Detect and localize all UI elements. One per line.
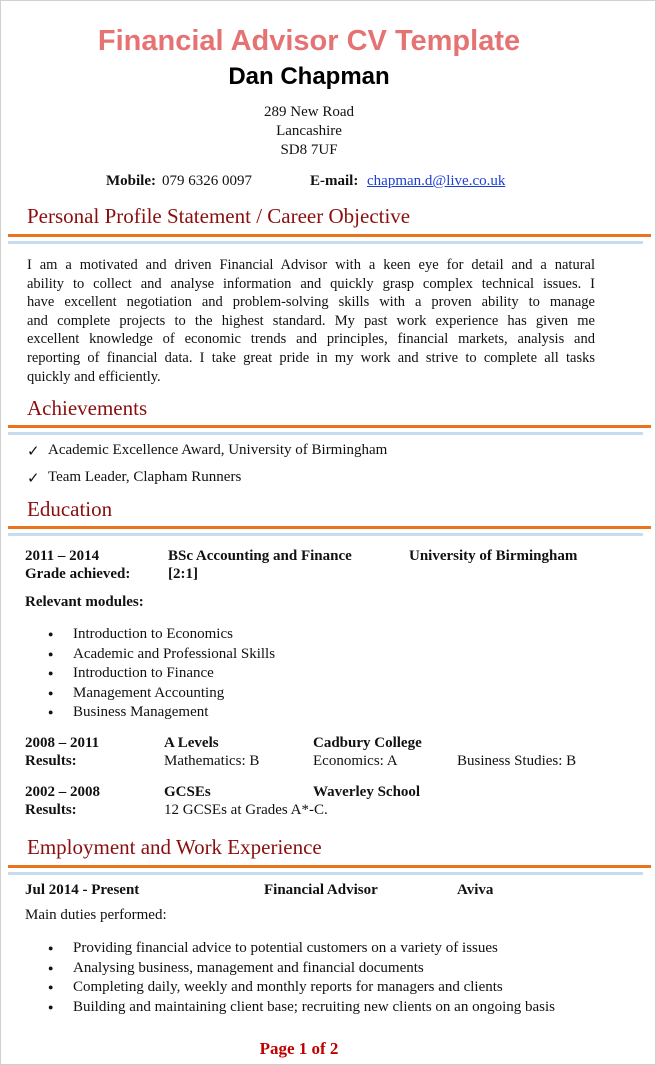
section-rule: [8, 234, 651, 237]
gcse-results: 12 GCSEs at Grades A*-C.: [164, 802, 328, 818]
modules-list: [48, 625, 275, 723]
duties-list: [48, 939, 555, 1017]
list-item: ● Management Accounting: [48, 684, 275, 704]
list-item: ● Building and maintaining client base; recruiting new clients on an ongoing basis: [48, 998, 555, 1018]
section-rule-light: [8, 872, 643, 875]
profile-line: have excellent negotiation and problem-solving skills with a proven ability to manage: [27, 294, 595, 311]
grade-label: Grade achieved:: [25, 566, 131, 582]
alevels-dates: 2008 – 2011: [25, 735, 100, 751]
section-rule: [8, 526, 651, 529]
education-heading: Education: [27, 497, 113, 521]
section-rule-light: [8, 533, 643, 536]
candidate-name: Dan Chapman: [228, 63, 390, 90]
job-dates: Jul 2014 - Present: [25, 882, 140, 898]
list-item: ● Academic and Professional Skills: [48, 645, 275, 665]
list-item: ● Completing daily, weekly and monthly reports for managers and clients: [48, 978, 555, 998]
profile-paragraph: [27, 256, 595, 386]
list-item: ● Providing financial advice to potential customers on a variety of issues: [48, 939, 555, 959]
email-link[interactable]: chapman.d@live.co.uk: [367, 173, 506, 189]
section-rule-light: [8, 241, 643, 244]
degree-dates: 2011 – 2014: [25, 548, 100, 564]
job-company: Aviva: [457, 882, 494, 898]
gcse-institution: Waverley School: [313, 784, 421, 800]
email-label: E-mail:: [310, 173, 359, 189]
mobile-label: Mobile:: [106, 173, 156, 189]
profile-heading: Personal Profile Statement / Career Objective: [27, 204, 411, 228]
profile-line: ability to collect and analyse information and quickly grasp complex technical issues. I: [27, 275, 595, 292]
mobile-number: 079 6326 0097: [162, 173, 252, 189]
modules-label: Relevant modules:: [25, 594, 144, 610]
profile-line: quickly and efficiently.: [27, 368, 161, 385]
alevels-qualification: A Levels: [164, 735, 219, 751]
alevels-results-label: Results:: [25, 753, 77, 769]
gcse-dates: 2002 – 2008: [25, 784, 100, 800]
checkmark-icon: ✓: [27, 444, 40, 460]
alevels-result: Mathematics: B: [164, 753, 260, 769]
section-rule: [8, 425, 651, 428]
alevels-result: Economics: A: [313, 753, 398, 769]
gcse-qualification: GCSEs: [164, 784, 211, 800]
list-item: ● Business Management: [48, 703, 275, 723]
achievements-heading: Achievements: [27, 396, 148, 420]
profile-line: excellent knowledge of economic trends and principles, financial markets, analysis and: [27, 331, 595, 348]
document-title: Financial Advisor CV Template: [97, 25, 521, 57]
checkmark-icon: ✓: [27, 471, 40, 487]
duties-label: Main duties performed:: [25, 907, 167, 923]
employment-heading: Employment and Work Experience: [27, 835, 322, 859]
degree-institution: University of Birmingham: [409, 548, 578, 564]
job-role: Financial Advisor: [264, 882, 378, 898]
degree-course: BSc Accounting and Finance: [168, 548, 352, 564]
page-number: Page 1 of 2: [259, 1039, 339, 1058]
alevels-institution: Cadbury College: [313, 735, 422, 751]
list-item: ● Analysing business, management and financial documents: [48, 959, 555, 979]
address-line-2: Lancashire: [276, 123, 342, 139]
alevels-result: Business Studies: B: [457, 753, 577, 769]
gcse-results-label: Results:: [25, 802, 77, 818]
achievement-item: Team Leader, Clapham Runners: [48, 469, 242, 485]
section-rule-light: [8, 432, 643, 435]
address-line-1: 289 New Road: [264, 104, 354, 120]
profile-line: reporting of financial data. I take great pride in my work and strive to complete all tasks: [27, 349, 595, 366]
address-line-3: SD8 7UF: [280, 142, 338, 158]
profile-line: I am a motivated and driven Financial Advisor with a keen eye for detail and a natural: [27, 257, 595, 273]
section-rule: [8, 865, 651, 868]
list-item: ● Introduction to Economics: [48, 625, 275, 645]
achievement-item: Academic Excellence Award, University of Birmingham: [48, 442, 388, 458]
list-item: ● Introduction to Finance: [48, 664, 275, 684]
profile-line: and complete projects to the highest standard. My past work experience has given me: [27, 312, 595, 329]
grade-value: [2:1]: [168, 566, 198, 582]
